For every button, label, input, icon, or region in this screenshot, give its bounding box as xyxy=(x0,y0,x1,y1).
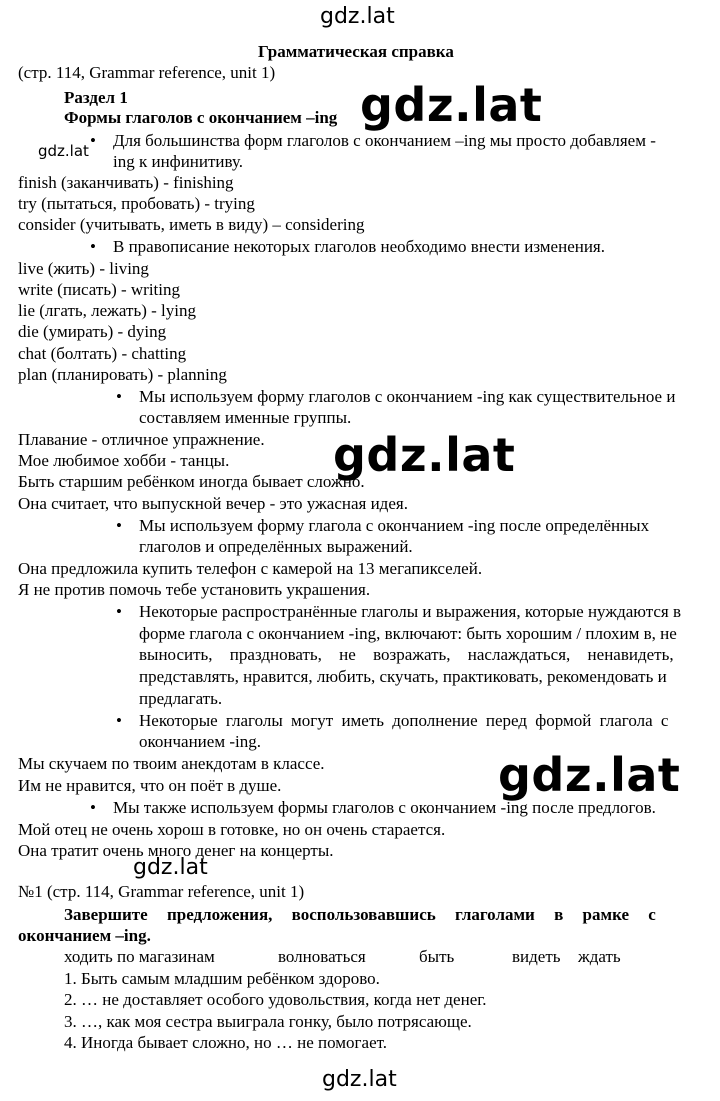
example-line: live (жить) - living xyxy=(18,259,149,278)
section-heading: Формы глаголов с окончанием –ing xyxy=(64,108,338,127)
example-line: plan (планировать) - planning xyxy=(18,365,227,384)
watermark-side: gdz.lat xyxy=(38,142,89,160)
bullet-5-line-5: предлагать. xyxy=(139,689,223,708)
section-label: Раздел 1 xyxy=(64,88,128,107)
word-box-item: видеть xyxy=(512,947,561,966)
word-box-item: быть xyxy=(419,947,455,966)
watermark-big-3: gdz.lat xyxy=(498,748,681,802)
bullet-5-line-2: форме глагола с окончанием -ing, включают: быть хорошим / плохим в, не xyxy=(139,624,677,643)
bullet-7-line-1: Мы также используем формы глаголов с окончанием -ing после предлогов. xyxy=(113,798,656,817)
watermark-big-1: gdz.lat xyxy=(360,78,543,132)
bullet-5-line-1: Некоторые распространённые глаголы и выражения, которые нуждаются в xyxy=(139,602,682,621)
example-line: consider (учитывать, иметь в виду) – considering xyxy=(18,215,365,234)
task-item: 3. …, как моя сестра выиграла гонку, было потрясающе. xyxy=(64,1012,472,1031)
page-title: Грамматическая справка xyxy=(258,42,454,61)
bullet-dot: • xyxy=(90,798,96,817)
example-line: Мое любимое хобби - танцы. xyxy=(18,451,230,470)
example-line: Она предложила купить телефон с камерой на 13 мегапикселей. xyxy=(18,559,483,578)
task-instruction-line-1: Завершите предложения, воспользовавшись глаголами в рамке с xyxy=(64,905,656,924)
example-line: lie (лгать, лежать) - lying xyxy=(18,301,196,320)
bullet-3-line-1: Мы используем форму глаголов с окончанием -ing как существительное и xyxy=(139,387,676,406)
example-line: write (писать) - writing xyxy=(18,280,181,299)
task-item: 1. Быть самым младшим ребёнком здорово. xyxy=(64,969,380,988)
bullet-1-line-1: Для большинства форм глаголов с окончанием –ing мы просто добавляем - xyxy=(113,131,656,150)
word-box-item: волноваться xyxy=(278,947,366,966)
bullet-1-line-2: ing к инфинитиву. xyxy=(113,152,244,171)
example-line: Быть старшим ребёнком иногда бывает сложно. xyxy=(18,472,365,491)
bullet-dot: • xyxy=(90,131,96,150)
example-line: Она считает, что выпускной вечер - это ужасная идея. xyxy=(18,494,408,513)
word-box-item: ждать xyxy=(578,947,621,966)
bullet-5-line-3: выносить, праздновать, не возражать, наслаждаться, ненавидеть, xyxy=(139,645,674,664)
bullet-4-line-2: глаголов и определённых выражений. xyxy=(139,537,413,556)
example-line: Им не нравится, что он поёт в душе. xyxy=(18,776,282,795)
task-item: 4. Иногда бывает сложно, но … не помогает. xyxy=(64,1033,388,1052)
bullet-2-line-1: В правописание некоторых глаголов необходимо внести изменения. xyxy=(113,237,606,256)
task-instruction-line-2: окончанием –ing. xyxy=(18,926,151,945)
example-line: Плавание - отличное упражнение. xyxy=(18,430,265,449)
example-line: die (умирать) - dying xyxy=(18,322,167,341)
example-line: finish (заканчивать) - finishing xyxy=(18,173,234,192)
example-line: Она тратит очень много денег на концерты. xyxy=(18,841,334,860)
bullet-dot: • xyxy=(116,387,122,406)
bullet-3-line-2: составляем именные группы. xyxy=(139,408,352,427)
bullet-dot: • xyxy=(116,516,122,535)
example-line: Мы скучаем по твоим анекдотам в классе. xyxy=(18,754,325,773)
example-line: try (пытаться, пробовать) - trying xyxy=(18,194,255,213)
word-box xyxy=(0,947,720,967)
bullet-dot: • xyxy=(116,602,122,621)
bullet-dot: • xyxy=(116,711,122,730)
reference-line: (стр. 114, Grammar reference, unit 1) xyxy=(18,63,276,82)
task-reference: №1 (стр. 114, Grammar reference, unit 1) xyxy=(18,882,305,901)
word-box-item: ходить по магазинам xyxy=(64,947,215,966)
example-line: chat (болтать) - chatting xyxy=(18,344,187,363)
watermark-big-2: gdz.lat xyxy=(333,428,516,482)
bullet-4-line-1: Мы используем форму глагола с окончанием -ing после определённых xyxy=(139,516,650,535)
watermark-top: gdz.lat xyxy=(320,4,395,29)
bullet-5-line-4: представлять, нравится, любить, скучать, практиковать, рекомендовать и xyxy=(139,667,667,686)
bullet-6-line-2: окончанием -ing. xyxy=(139,732,261,751)
bullet-dot: • xyxy=(90,237,96,256)
watermark-bottom: gdz.lat xyxy=(322,1067,397,1092)
watermark-mid-small: gdz.lat xyxy=(133,855,208,880)
bullet-6-line-1: Некоторые глаголы могут иметь дополнение перед формой глагола с xyxy=(139,711,669,730)
task-item: 2. … не доставляет особого удовольствия, когда нет денег. xyxy=(64,990,487,1009)
example-line: Мой отец не очень хорош в готовке, но он очень старается. xyxy=(18,820,446,839)
example-line: Я не против помочь тебе установить украшения. xyxy=(18,580,371,599)
